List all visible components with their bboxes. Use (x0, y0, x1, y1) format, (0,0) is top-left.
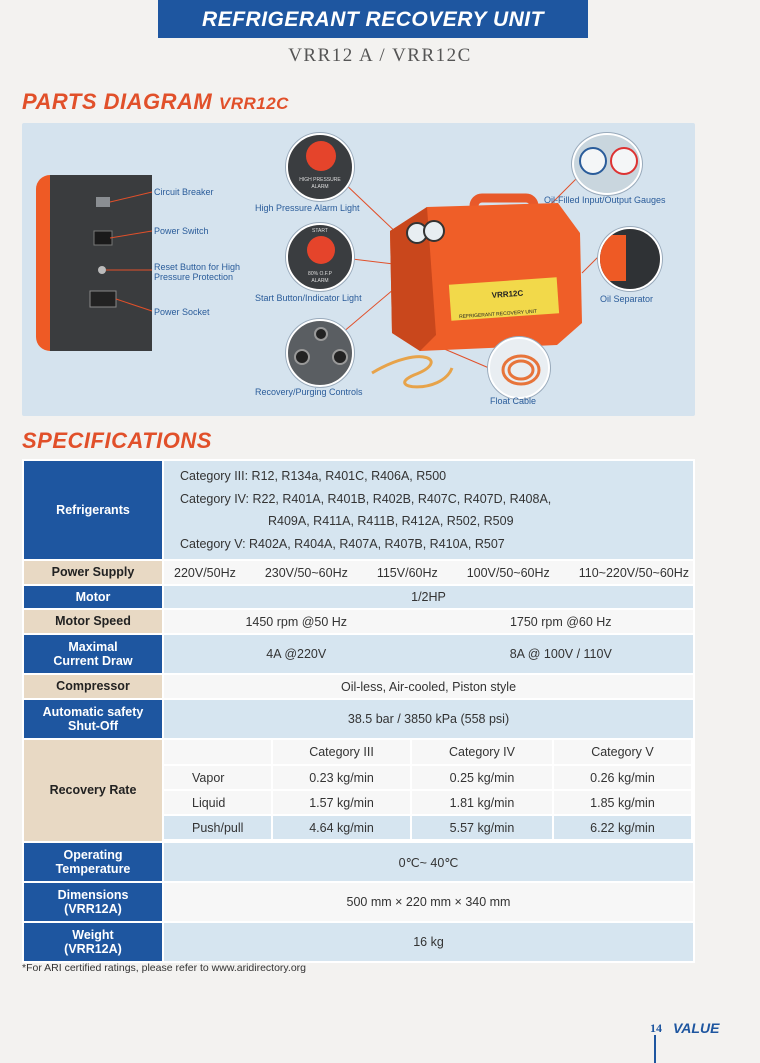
label-start-button: Start Button/Indicator Light (255, 293, 362, 303)
motor-value: 1/2HP (163, 585, 694, 609)
label-power-socket: Power Socket (154, 307, 210, 317)
recovery-rate-label: Recovery Rate (23, 739, 163, 842)
row-weight (23, 922, 694, 962)
unit-model-text: VRR12C (491, 288, 524, 300)
motor-speed-label: Motor Speed (23, 609, 163, 634)
control-knob-right (332, 349, 348, 365)
row-dimensions (23, 882, 694, 922)
row-power-supply (23, 560, 694, 585)
row-auto-shutoff (23, 699, 694, 739)
parts-diagram (22, 123, 695, 416)
motor-speed-60hz: 1750 rpm @60 Hz (509, 614, 612, 629)
recovery-rate-row-liquid: Liquid 1.57 kg/min 1.81 kg/min 1.85 kg/min (164, 790, 692, 815)
unit-name-text: REFRIGERANT RECOVERY UNIT (458, 308, 538, 321)
header-banner: REFRIGERANT RECOVERY UNIT (158, 0, 588, 38)
operating-temp-label: Operating Temperature (23, 842, 163, 882)
power-switch-shape (94, 231, 112, 245)
float-cable-inset (488, 337, 550, 399)
model-subtitle: VRR12 A / VRR12C (288, 45, 472, 66)
max-current-110v: 8A @ 100V / 110V (509, 647, 612, 661)
row-operating-temp (23, 842, 694, 882)
page-number: 14 (650, 1021, 662, 1035)
motor-label: Motor (23, 585, 163, 609)
compressor-label: Compressor (23, 674, 163, 699)
label-gauges: Oil-Filled Input/Output Gauges (544, 195, 666, 205)
output-gauge-shape (610, 147, 638, 175)
start-button-inset: START 80% O.F.P ALARM (286, 223, 354, 291)
separator-body-shape (600, 235, 626, 281)
recovery-rate-header-row (164, 740, 692, 765)
recovery-rate-table (164, 740, 693, 841)
specifications-table (22, 459, 695, 963)
unit-hose (372, 357, 452, 387)
parts-diagram-heading: PARTS DIAGRAM VRR12C (22, 89, 289, 114)
label-oil-separator: Oil Separator (600, 294, 654, 304)
header-category-iv: Category IV (411, 740, 553, 765)
control-knob-left (294, 349, 310, 365)
dimensions-value: 500 mm × 220 mm × 340 mm (163, 882, 694, 922)
auto-shutoff-value: 38.5 bar / 3850 kPa (558 psi) (163, 699, 694, 739)
socket-shape (90, 291, 116, 307)
operating-temp-value: 0℃~ 40℃ (163, 842, 694, 882)
max-current-label: Maximal Current Draw (23, 634, 163, 674)
input-gauge-shape (579, 147, 607, 175)
label-reset-button: Reset Button for High Pressure Protection (154, 262, 241, 282)
motor-speed-50hz: 1450 rpm @50 Hz (245, 614, 348, 629)
label-hp-alarm-light: High Pressure Alarm Light (255, 203, 360, 213)
label-float-cable: Float Cable (490, 396, 537, 406)
page-divider-line (654, 1035, 656, 1063)
gauges-inset (572, 133, 642, 195)
recovery-controls-inset (286, 319, 354, 387)
float-cable-coil (490, 339, 550, 399)
recovery-rate-row-vapor: Vapor 0.23 kg/min 0.25 kg/min 0.26 kg/min (164, 765, 692, 790)
recovery-rate-row-push-pull: Push/pull 4.64 kg/min 5.57 kg/min 6.22 kg/min (164, 815, 692, 840)
high-pressure-alarm-inset: HIGH PRESSURE ALARM (286, 133, 354, 201)
start-button-shape (307, 236, 335, 264)
row-max-current (23, 634, 694, 674)
oil-separator-inset (598, 227, 662, 291)
row-recovery-rate (23, 739, 694, 842)
specifications-heading: SPECIFICATIONS (22, 428, 212, 453)
max-current-220v: 4A @220V (266, 647, 327, 661)
unit-gauge-right (424, 221, 444, 241)
header-category-v: Category V (553, 740, 692, 765)
label-circuit-breaker: Circuit Breaker (154, 187, 214, 197)
label-power-switch: Power Switch (154, 226, 209, 236)
breaker-switch (96, 197, 110, 207)
brand-logo: VALUE (673, 1020, 720, 1036)
label-recovery-controls: Recovery/Purging Controls (255, 387, 363, 397)
compressor-value: Oil-less, Air-cooled, Piston style (163, 674, 694, 699)
row-motor-speed (23, 609, 694, 634)
control-knob-top (314, 327, 328, 341)
row-refrigerants (23, 460, 694, 560)
header-category-iii: Category III (272, 740, 411, 765)
row-motor (23, 585, 694, 609)
refrigerants-value: Category III: R12, R134a, R401C, R406A, R500 Category IV: R22, R401A, R401B, R402B, R407C, R407D, R408A, R409A, R411A, R411B, R412A, R502, R509 Category V: R402A, R404A, R407A, R407B, R410A, R507 (163, 460, 694, 560)
refrigerants-label: Refrigerants (23, 460, 163, 560)
weight-value: 16 kg (163, 922, 694, 962)
reset-button-shape (98, 266, 106, 274)
auto-shutoff-label: Automatic safety Shut-Off (23, 699, 163, 739)
weight-label: Weight (VRR12A) (23, 922, 163, 962)
power-supply-value: 220V/50Hz 230V/50~60Hz 115V/60Hz 100V/50~60Hz 110~220V/50~60Hz (163, 560, 694, 585)
power-supply-label: Power Supply (23, 560, 163, 585)
dimensions-label: Dimensions (VRR12A) (23, 882, 163, 922)
row-compressor (23, 674, 694, 699)
alarm-light-shape (306, 141, 336, 171)
footnote: *For ARI certified ratings, please refer to www.aridirectory.org (22, 962, 306, 974)
